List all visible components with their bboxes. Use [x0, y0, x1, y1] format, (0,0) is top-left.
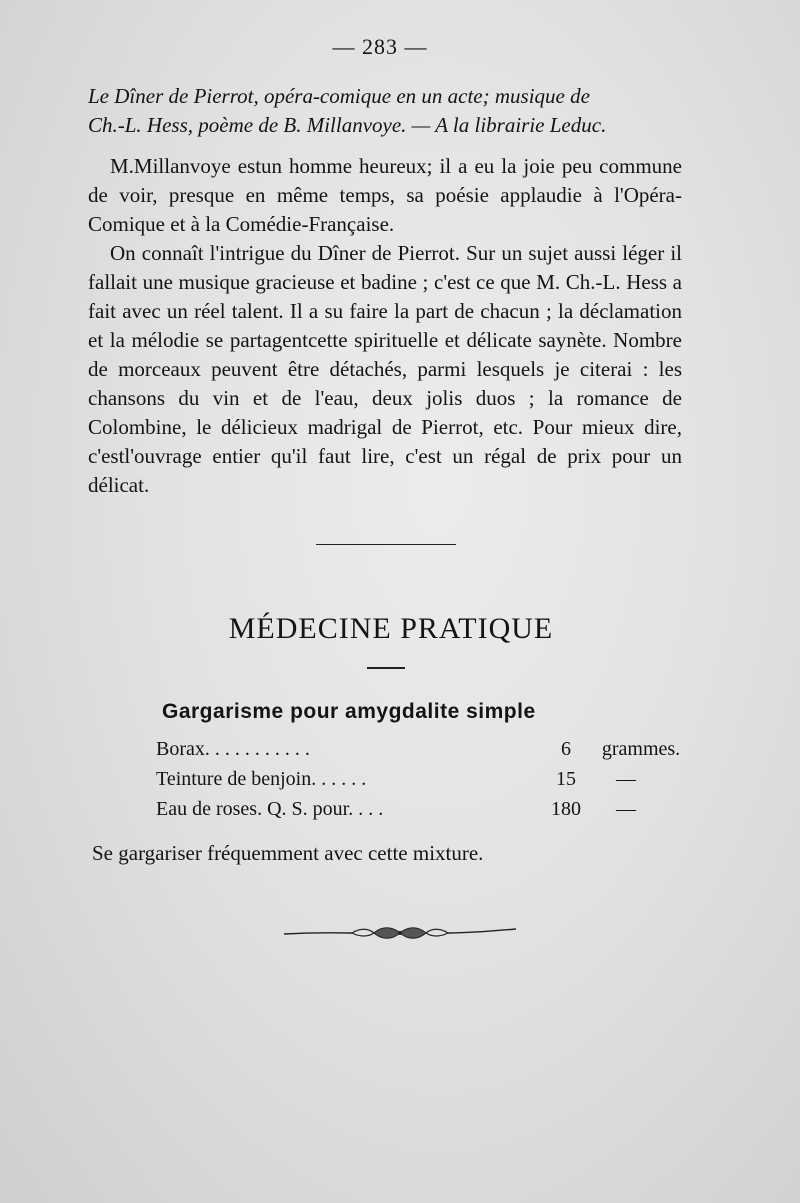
- ingredient-quantity: 6: [561, 738, 571, 760]
- review-paragraph-2: On connaît l'intrigue du Dîner de Pierrot. Sur un sujet aussi léger il fallait une musique gracieuse et badine ; c'est ce que M. Ch.-L. Hess a fait avec un réel talent. Il a su faire la part de chacun ; la déclamation et la mélodie se partagentcette spirituelle et délicate saynète. Nombre de morceaux peuvent être détachés, parmi lesquels je citerai : les chansons du vin et de l'eau, deux jolis duos ; la romance de Colombine, le délicieux madrigal de Pierrot, etc. Pour mieux dire, c'estl'ouvrage entier qu'il faut lire, c'est un régal de prix pour un délicat.: [88, 241, 682, 497]
- section-title: MÉDECINE PRATIQUE: [228, 612, 554, 645]
- review-paragraph-1: M.Millanvoye estun homme heureux; il a eu la joie peu commune de voir, presque en même temps, sa poésie applaudie à l'Opéra-Comique et à la Comédie-Française.: [88, 154, 682, 236]
- flourish-icon: [282, 920, 518, 946]
- ingredient-name: Borax. . . . . . . . . . .: [156, 738, 310, 760]
- ingredient-name: Eau de roses. Q. S. pour. . . .: [156, 798, 384, 820]
- ingredient-row: [156, 738, 696, 768]
- review-section: [88, 82, 682, 500]
- instruction-text: Se gargariser fréquemment avec cette mixture.: [92, 841, 484, 865]
- ornamental-divider: [282, 920, 518, 951]
- ingredient-unit: —: [616, 768, 636, 790]
- review-heading-line-2: Ch.-L. Hess, poème de B. Millanvoye. — A la librairie Leduc.: [88, 113, 607, 137]
- recipe-title: Gargarisme pour amygdalite simple: [162, 700, 536, 723]
- review-heading-line-1: Le Dîner de Pierrot, opéra-comique en un acte; musique de: [88, 84, 590, 108]
- ingredient-unit: —: [616, 798, 636, 820]
- ingredient-unit: grammes.: [601, 738, 681, 760]
- title-underline: [367, 667, 405, 669]
- ingredient-quantity: 15: [556, 768, 576, 790]
- ingredient-list: [156, 738, 696, 828]
- ingredient-name: Teinture de benjoin. . . . . .: [156, 768, 367, 790]
- page-number: — 283 —: [332, 34, 428, 59]
- ingredient-row: [156, 768, 696, 798]
- section-divider: [316, 544, 456, 545]
- ingredient-quantity: 180: [551, 798, 581, 820]
- ingredient-row: [156, 798, 696, 828]
